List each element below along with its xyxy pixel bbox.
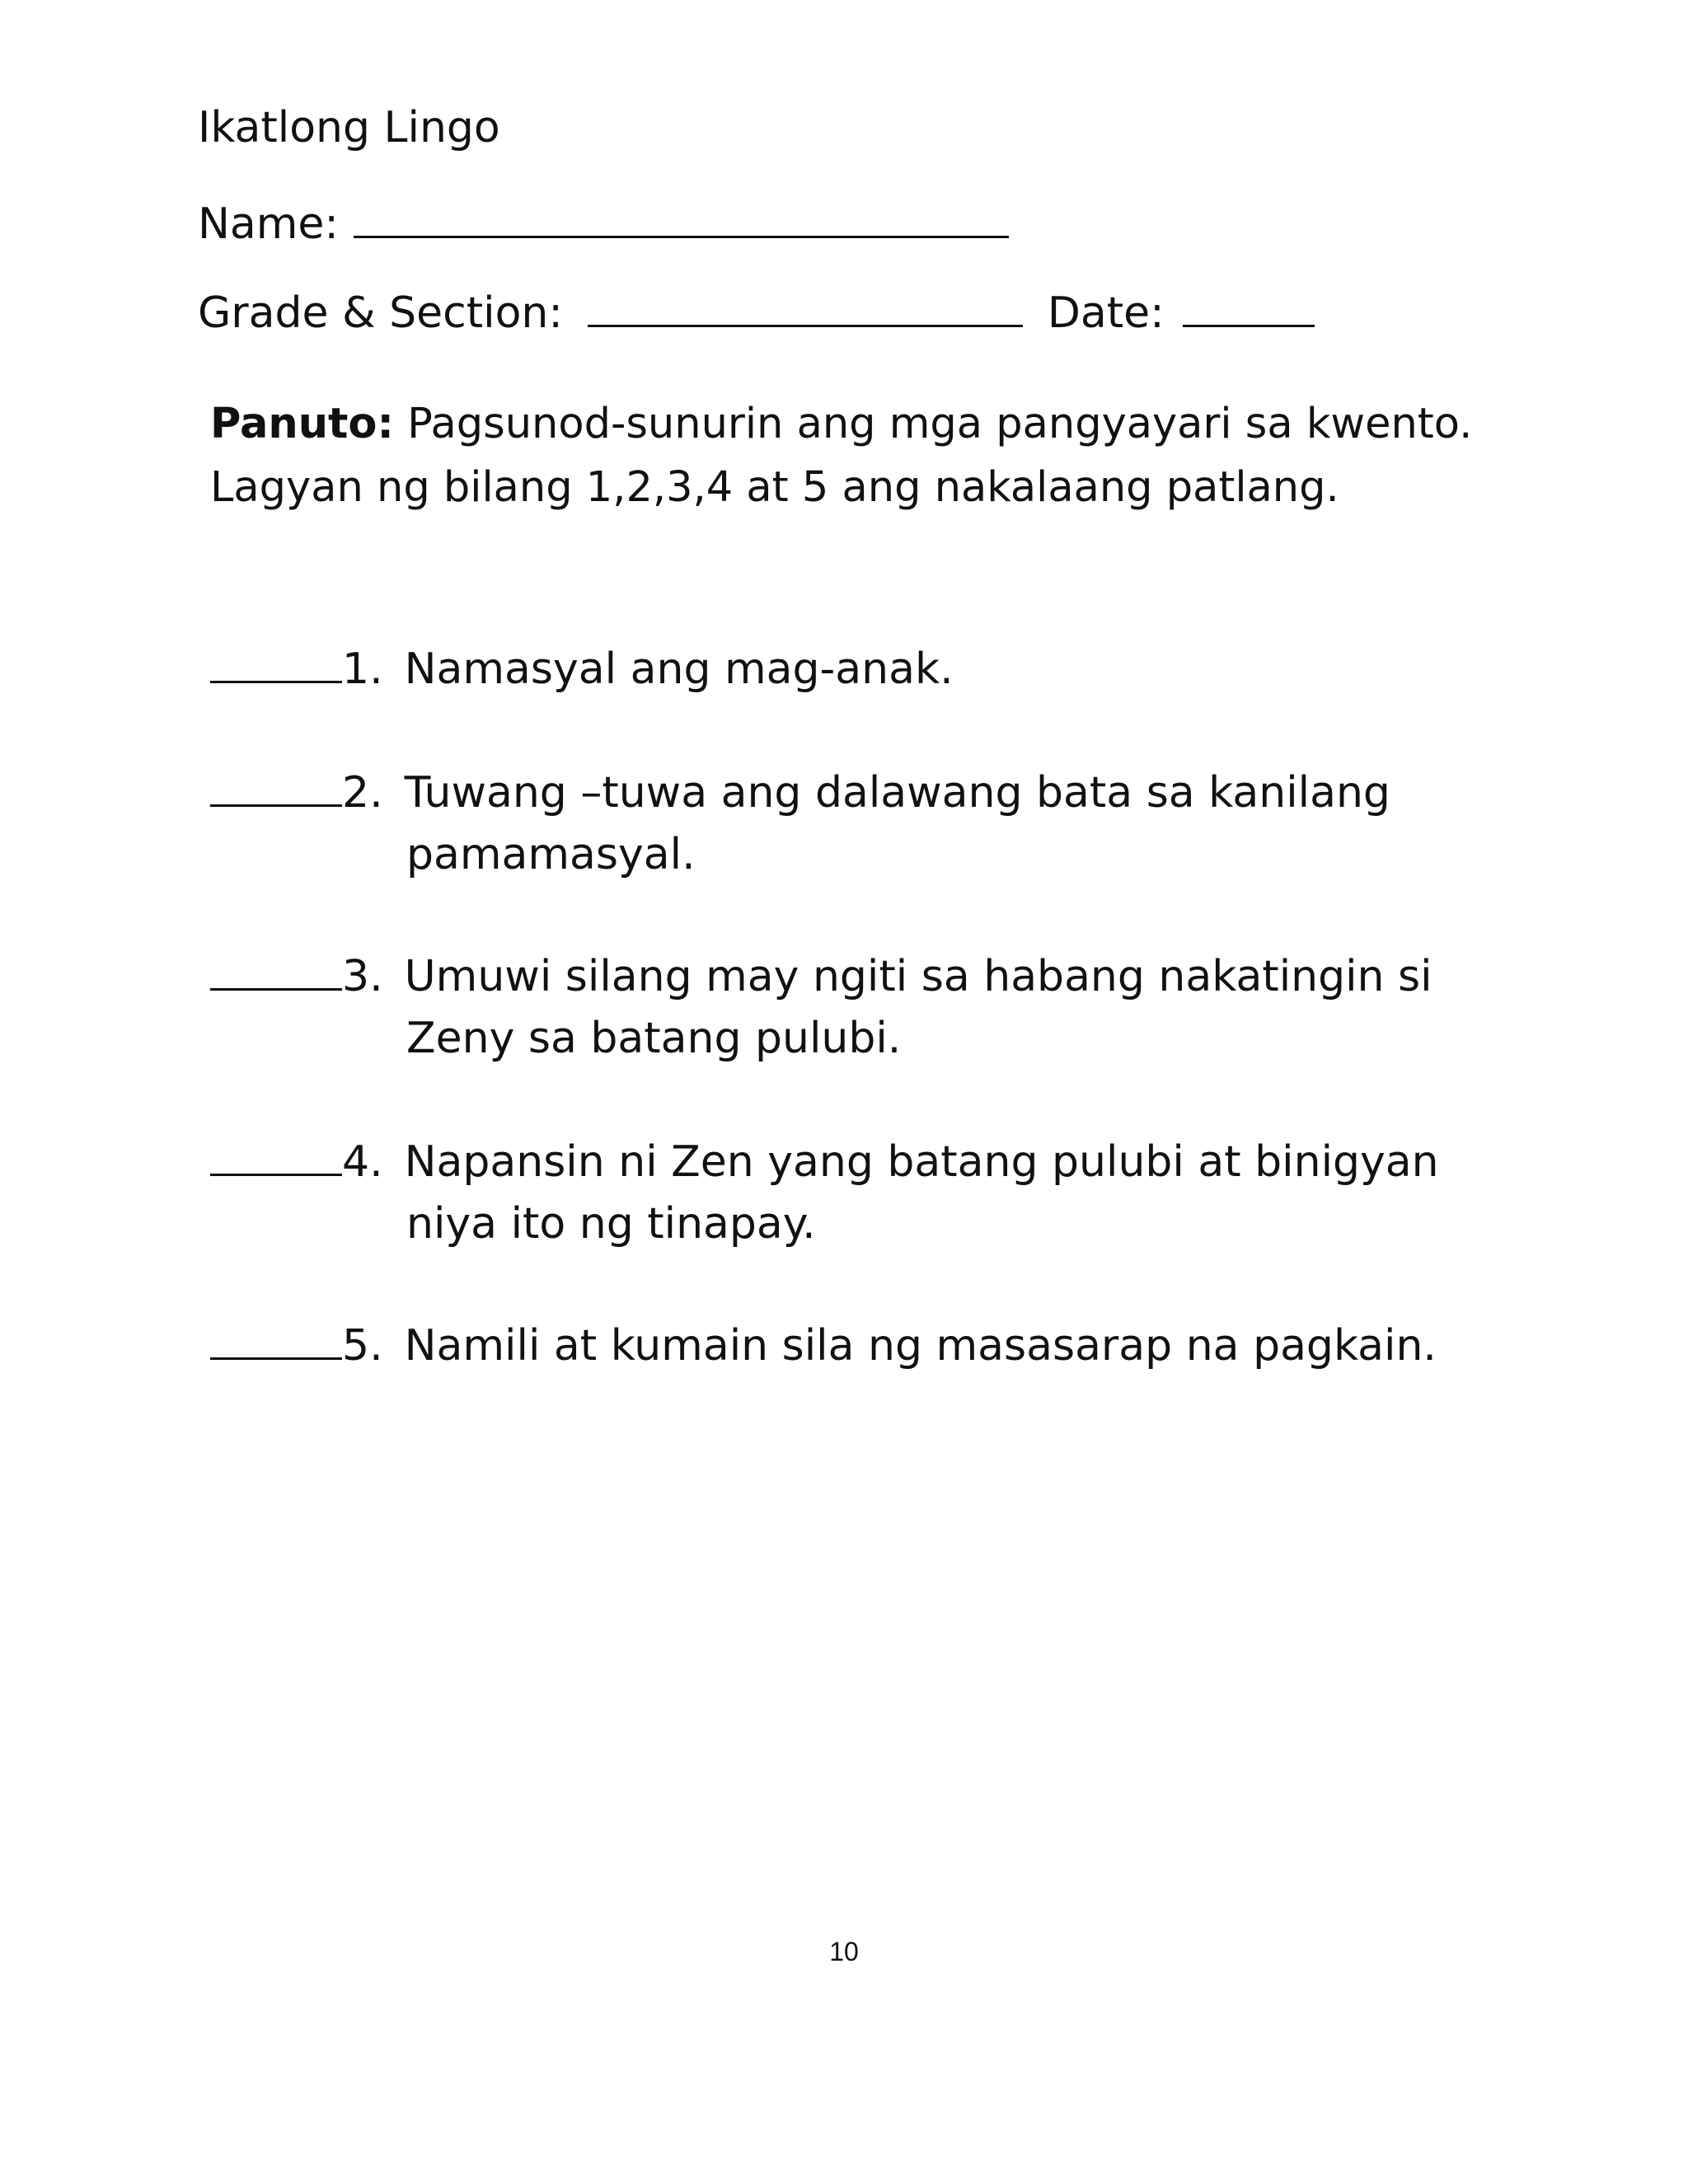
answer-blank[interactable] <box>210 949 342 991</box>
grade-section-label: Grade & Section: <box>198 288 563 338</box>
list-item <box>210 946 1432 1070</box>
name-blank[interactable] <box>354 198 1009 238</box>
item-text: Tuwang –tuwa ang dalawang bata sa kanilang <box>404 768 1390 818</box>
page-number: 10 <box>829 1937 859 1966</box>
item-number: 3. <box>342 952 383 1001</box>
item-number: 5. <box>342 1321 383 1371</box>
answer-blank[interactable] <box>210 1318 342 1360</box>
item-text-continued: Zeny sa batang pulubi. <box>406 1014 902 1063</box>
answer-blank[interactable] <box>210 1134 342 1176</box>
list-item <box>210 1315 1437 1377</box>
instructions-line-2: Lagyan ng bilang 1,2,3,4 at 5 ang nakalaang patlang. <box>210 463 1339 512</box>
item-text: Umuwi silang may ngiti sa habang nakatingin si <box>404 952 1432 1001</box>
date-label: Date: <box>1047 288 1165 338</box>
list-item <box>210 762 1390 886</box>
instructions <box>210 392 1472 519</box>
item-text: Namili at kumain sila ng masasarap na pagkain. <box>404 1321 1437 1371</box>
instructions-line-1 <box>210 392 1472 456</box>
list-item <box>210 639 954 701</box>
item-text: Namasyal ang mag-anak. <box>404 644 954 694</box>
name-label: Name: <box>198 199 339 249</box>
instructions-bold-label: Panuto: <box>210 400 394 448</box>
item-number: 2. <box>342 768 383 818</box>
answer-blank[interactable] <box>210 765 342 807</box>
grade-section-blank[interactable] <box>588 287 1023 327</box>
list-item <box>210 1132 1439 1255</box>
item-text-continued: pamamasyal. <box>406 830 696 879</box>
item-text-continued: niya ito ng tinapay. <box>406 1199 816 1249</box>
item-number: 1. <box>342 644 383 694</box>
grade-section-row <box>198 287 1315 339</box>
item-number: 4. <box>342 1137 383 1187</box>
name-row <box>198 198 1009 250</box>
date-blank[interactable] <box>1183 287 1315 327</box>
item-text: Napansin ni Zen yang batang pulubi at binigyan <box>404 1137 1439 1187</box>
instructions-text-1: Pagsunod-sunurin ang mga pangyayari sa kwento. <box>393 400 1473 448</box>
page-title: Ikatlong Lingo <box>198 103 500 152</box>
answer-blank[interactable] <box>210 641 342 683</box>
